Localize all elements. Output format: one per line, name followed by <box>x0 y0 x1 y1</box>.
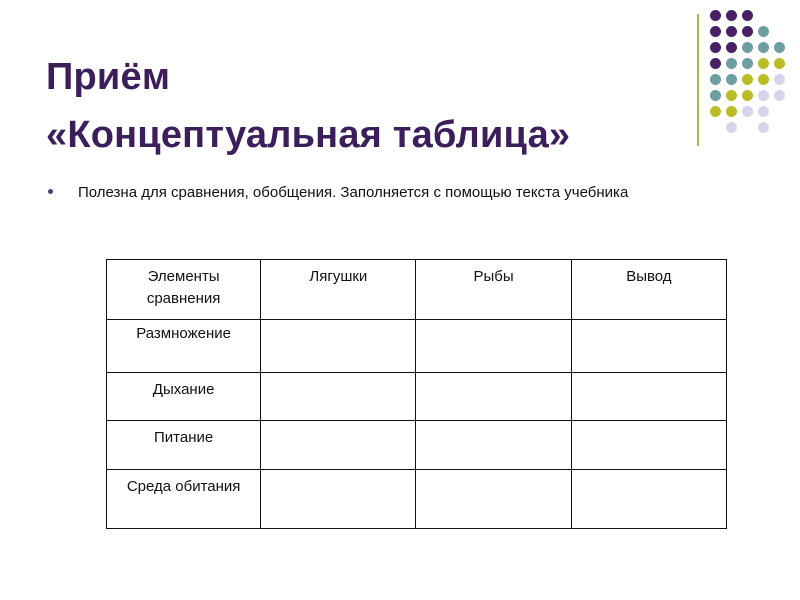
table-cell <box>261 470 416 529</box>
decor-dot <box>710 42 721 53</box>
decor-dot <box>774 58 785 69</box>
table-cell <box>571 421 726 470</box>
table-cell <box>261 373 416 421</box>
decor-dot <box>710 106 721 117</box>
decor-dot <box>710 58 721 69</box>
table-header-cell: Вывод <box>571 260 726 320</box>
title-line-1: Приём <box>46 56 171 98</box>
decor-dot <box>742 90 753 101</box>
table-header-cell: Лягушки <box>261 260 416 320</box>
decor-dot <box>774 90 785 101</box>
decor-dot <box>726 10 737 21</box>
decor-dot <box>742 106 753 117</box>
concept-table-wrapper <box>106 259 727 528</box>
decor-dot <box>742 26 753 37</box>
table-row-label: Питание <box>107 421 261 470</box>
decor-dot <box>726 122 737 133</box>
decor-dot <box>742 10 753 21</box>
table-cell <box>571 470 726 529</box>
table-cell <box>416 470 571 529</box>
decor-dot <box>726 26 737 37</box>
decor-dot <box>742 42 753 53</box>
decor-dot <box>710 90 721 101</box>
decorative-dot-grid <box>710 10 782 130</box>
decor-dot <box>726 58 737 69</box>
table-cell <box>261 421 416 470</box>
decor-dot <box>758 106 769 117</box>
decor-dot <box>726 90 737 101</box>
table-cell <box>416 373 571 421</box>
decor-dot <box>710 10 721 21</box>
table-cell <box>416 421 571 470</box>
decor-dot <box>758 42 769 53</box>
decor-dot <box>774 42 785 53</box>
slide-title <box>46 48 686 164</box>
table-row-label: Дыхание <box>107 373 261 421</box>
decor-dot <box>710 26 721 37</box>
concept-table <box>106 259 727 529</box>
decor-dot <box>742 74 753 85</box>
decor-dot <box>758 26 769 37</box>
table-row-label: Среда обитания <box>107 470 261 529</box>
table-cell <box>571 320 726 373</box>
decorative-vertical-line <box>697 14 699 146</box>
bullet-dot-icon <box>48 189 53 194</box>
decor-dot <box>726 42 737 53</box>
table-cell <box>571 373 726 421</box>
decor-dot <box>726 74 737 85</box>
table-cell <box>416 320 571 373</box>
decor-dot <box>758 74 769 85</box>
table-row <box>107 470 727 529</box>
decor-dot <box>758 90 769 101</box>
decor-dot <box>758 122 769 133</box>
table-header-cell: Рыбы <box>416 260 571 320</box>
table-row-label: Размножение <box>107 320 261 373</box>
title-line-2: «Концептуальная таблица» <box>46 114 571 156</box>
table-header-cell: Элементы сравнения <box>107 260 261 320</box>
decor-dot <box>758 58 769 69</box>
decor-dot <box>742 58 753 69</box>
table-header-row <box>107 260 727 320</box>
decor-dot <box>774 74 785 85</box>
table-row <box>107 421 727 470</box>
table-row <box>107 373 727 421</box>
table-cell <box>261 320 416 373</box>
bullet-text: Полезна для сравнения, обобщения. Заполняется с помощью текста учебника <box>78 184 629 201</box>
table-row <box>107 320 727 373</box>
decor-dot <box>726 106 737 117</box>
decor-dot <box>710 74 721 85</box>
